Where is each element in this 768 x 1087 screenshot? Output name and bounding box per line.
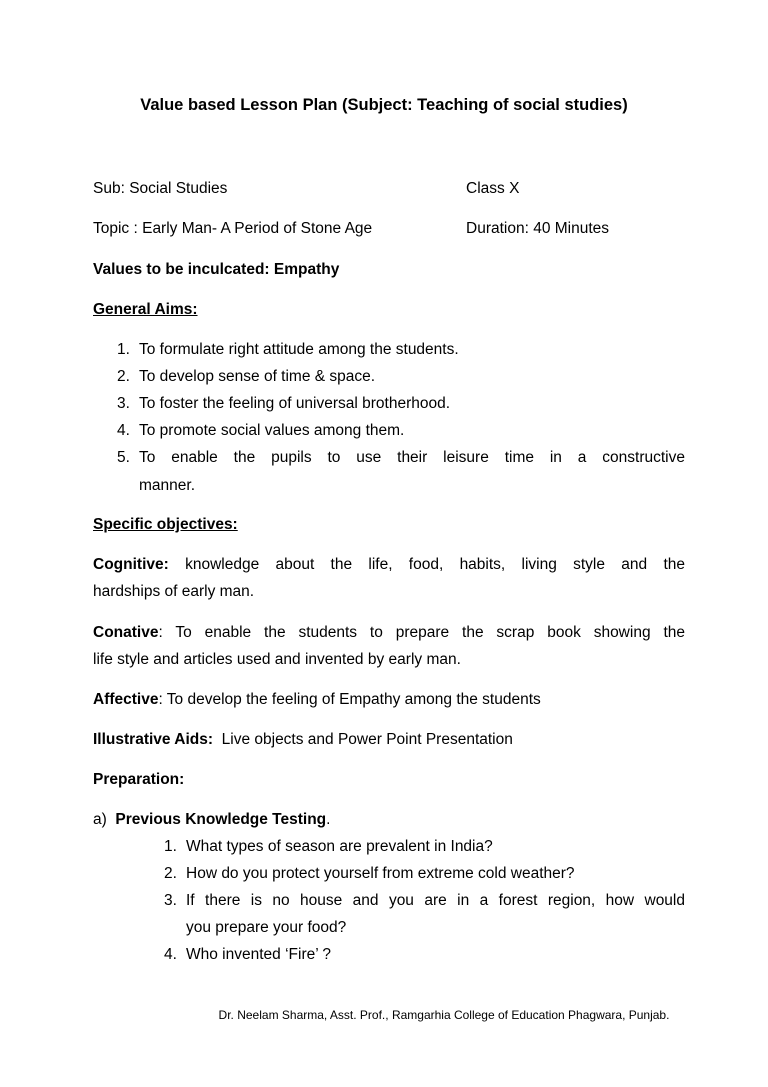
footer: Dr. Neelam Sharma, Asst. Prof., Ramgarhia College of Education Phagwara, Punjab. [218,1008,670,1022]
general-aims-heading: General Aims: [93,301,198,318]
page-title: Value based Lesson Plan (Subject: Teaching of social studies) [140,96,628,114]
aim-item-continuation: manner. [139,477,196,494]
aim-item: 5. To enable the pupils to use their leisure time in a constructive [117,449,685,466]
cognitive-line-2: hardships of early man. [93,583,255,600]
values-line: Values to be inculcated: Empathy [93,261,340,278]
affective-line: Affective: To develop the feeling of Empathy among the students [93,691,541,708]
preparation-heading: Preparation: [93,771,185,788]
conative-line-2: life style and articles used and invented by early man. [93,651,461,668]
illustrative-aids-line: Illustrative Aids: Live objects and Power Point Presentation [93,731,513,748]
class-line: Class X [466,180,520,197]
subject-line: Sub: Social Studies [93,180,228,197]
conative-line: Conative: To enable the students to prepare the scrap book showing the [93,624,685,641]
previous-knowledge-line: a) Previous Knowledge Testing. [93,811,331,828]
aim-item: 1. To formulate right attitude among the students. [117,341,459,358]
question-item: 2. How do you protect yourself from extreme cold weather? [164,865,575,882]
cognitive-line: Cognitive: knowledge about the life, food, habits, living style and the [93,556,685,573]
aim-item: 4. To promote social values among them. [117,422,405,439]
question-item-continuation: you prepare your food? [186,919,347,936]
specific-objectives-heading: Specific objectives: [93,516,238,533]
duration-line: Duration: 40 Minutes [466,220,610,237]
topic-line: Topic : Early Man- A Period of Stone Age [93,220,373,237]
aim-item: 2. To develop sense of time & space. [117,368,376,385]
question-item: 1. What types of season are prevalent in India? [164,838,493,855]
question-item: 4. Who invented ‘Fire’ ? [164,946,332,963]
question-item: 3. If there is no house and you are in a forest region, how would [164,892,685,909]
aim-item: 3. To foster the feeling of universal brotherhood. [117,395,451,412]
